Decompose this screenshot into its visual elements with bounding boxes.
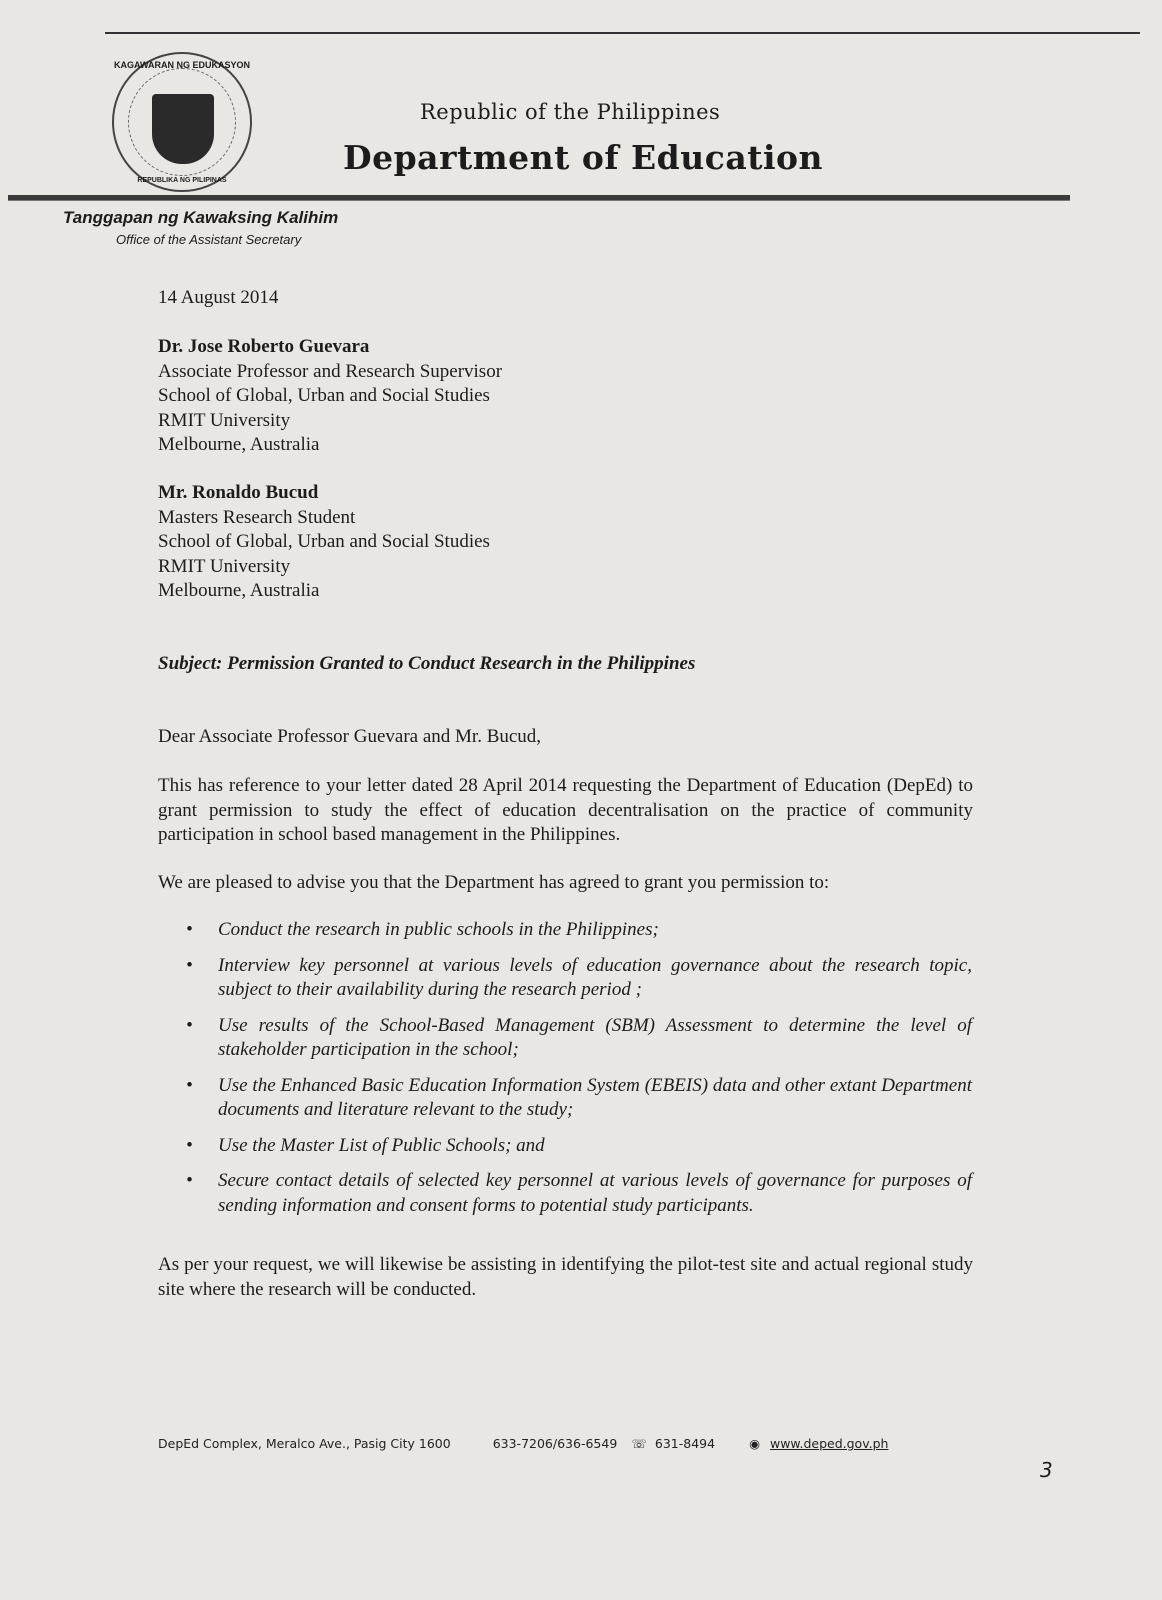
deped-seal-logo [112, 52, 252, 192]
list-item: • Interview key personnel at various levels of education governance about the research topic, subject to their availability during the research period ; [186, 954, 972, 1000]
recipient-address [158, 481, 758, 604]
paragraph: This has reference to your letter dated 28 April 2014 requesting the Department of Education (DepEd) to grant permission to study the effect of education decentralisation on the practice of community participation in school based management in the Philippines. [158, 775, 973, 845]
address-line: Melbourne, Australia [158, 580, 320, 601]
top-rule [105, 32, 1140, 34]
footer-phone: 633-7206/636-6549 [492, 1436, 618, 1451]
office-english: Office of the Assistant Secretary [116, 232, 302, 247]
address-line: School of Global, Urban and Social Studies [158, 531, 490, 552]
salutation: Dear Associate Professor Guevara and Mr. Bucud, [158, 726, 542, 747]
list-item: • Conduct the research in public schools in the Philippines; [186, 918, 972, 943]
department-heading: Department of Education [343, 138, 824, 177]
shield-icon [152, 94, 214, 164]
bullet-icon: • [186, 1170, 193, 1191]
bullet-icon: • [186, 954, 193, 976]
permission-list [186, 918, 972, 1229]
seal-text-top: KAGAWARAN NG EDUKASYON [114, 60, 251, 70]
seal-text-bottom: REPUBLIKA NG PILIPINAS [137, 177, 227, 184]
page-number: 3 [1040, 1458, 1053, 1482]
letter-date: 14 August 2014 [158, 287, 279, 308]
address-line: RMIT University [158, 409, 291, 431]
bullet-icon: • [186, 1074, 193, 1096]
address-line: Masters Research Student [158, 506, 356, 528]
paragraph: We are pleased to advise you that the Department has agreed to grant you permission to: [158, 872, 830, 893]
subject-line: Subject: Permission Granted to Conduct Research in the Philippines [158, 653, 696, 674]
recipient-name: Mr. Ronaldo Bucud [158, 482, 319, 503]
list-item: • Use results of the School-Based Management (SBM) Assessment to determine the level of stakeholder participation in the school; [186, 1014, 972, 1060]
address-line: School of Global, Urban and Social Studies [158, 385, 490, 406]
bullet-icon: • [186, 919, 193, 940]
office-filipino: Tanggapan ng Kawaksing Kalihim [63, 208, 339, 227]
paragraph: As per your request, we will likewise be assisting in identifying the pilot-test site and actual regional study site where the research will be conducted. [158, 1254, 973, 1300]
footer [158, 1436, 888, 1451]
footer-website-link[interactable]: www.deped.gov.ph [769, 1436, 889, 1451]
republic-heading: Republic of the Philippines [420, 100, 721, 124]
list-item: • Secure contact details of selected key personnel at various levels of governance for purposes of sending information and consent forms to potential study participants. [186, 1170, 972, 1216]
list-item: • Use the Enhanced Basic Education Information System (EBEIS) data and other extant Department documents and literature relevant to the study; [186, 1074, 972, 1120]
header-rule [8, 195, 1070, 201]
globe-icon: ◉ [749, 1436, 760, 1451]
footer-address: DepEd Complex, Meralco Ave., Pasig City 1600 [158, 1436, 451, 1451]
address-line: RMIT University [158, 555, 291, 577]
recipient-address [158, 335, 758, 458]
list-item: • Use the Master List of Public Schools; and [186, 1134, 972, 1159]
bullet-icon: • [186, 1134, 193, 1156]
fax-icon: ☏ [631, 1436, 647, 1451]
footer-fax: 631-8494 [654, 1436, 716, 1451]
recipient-name: Dr. Jose Roberto Guevara [158, 336, 370, 357]
address-line: Associate Professor and Research Supervisor [158, 360, 503, 382]
address-line: Melbourne, Australia [158, 434, 320, 455]
bullet-icon: • [186, 1014, 193, 1036]
